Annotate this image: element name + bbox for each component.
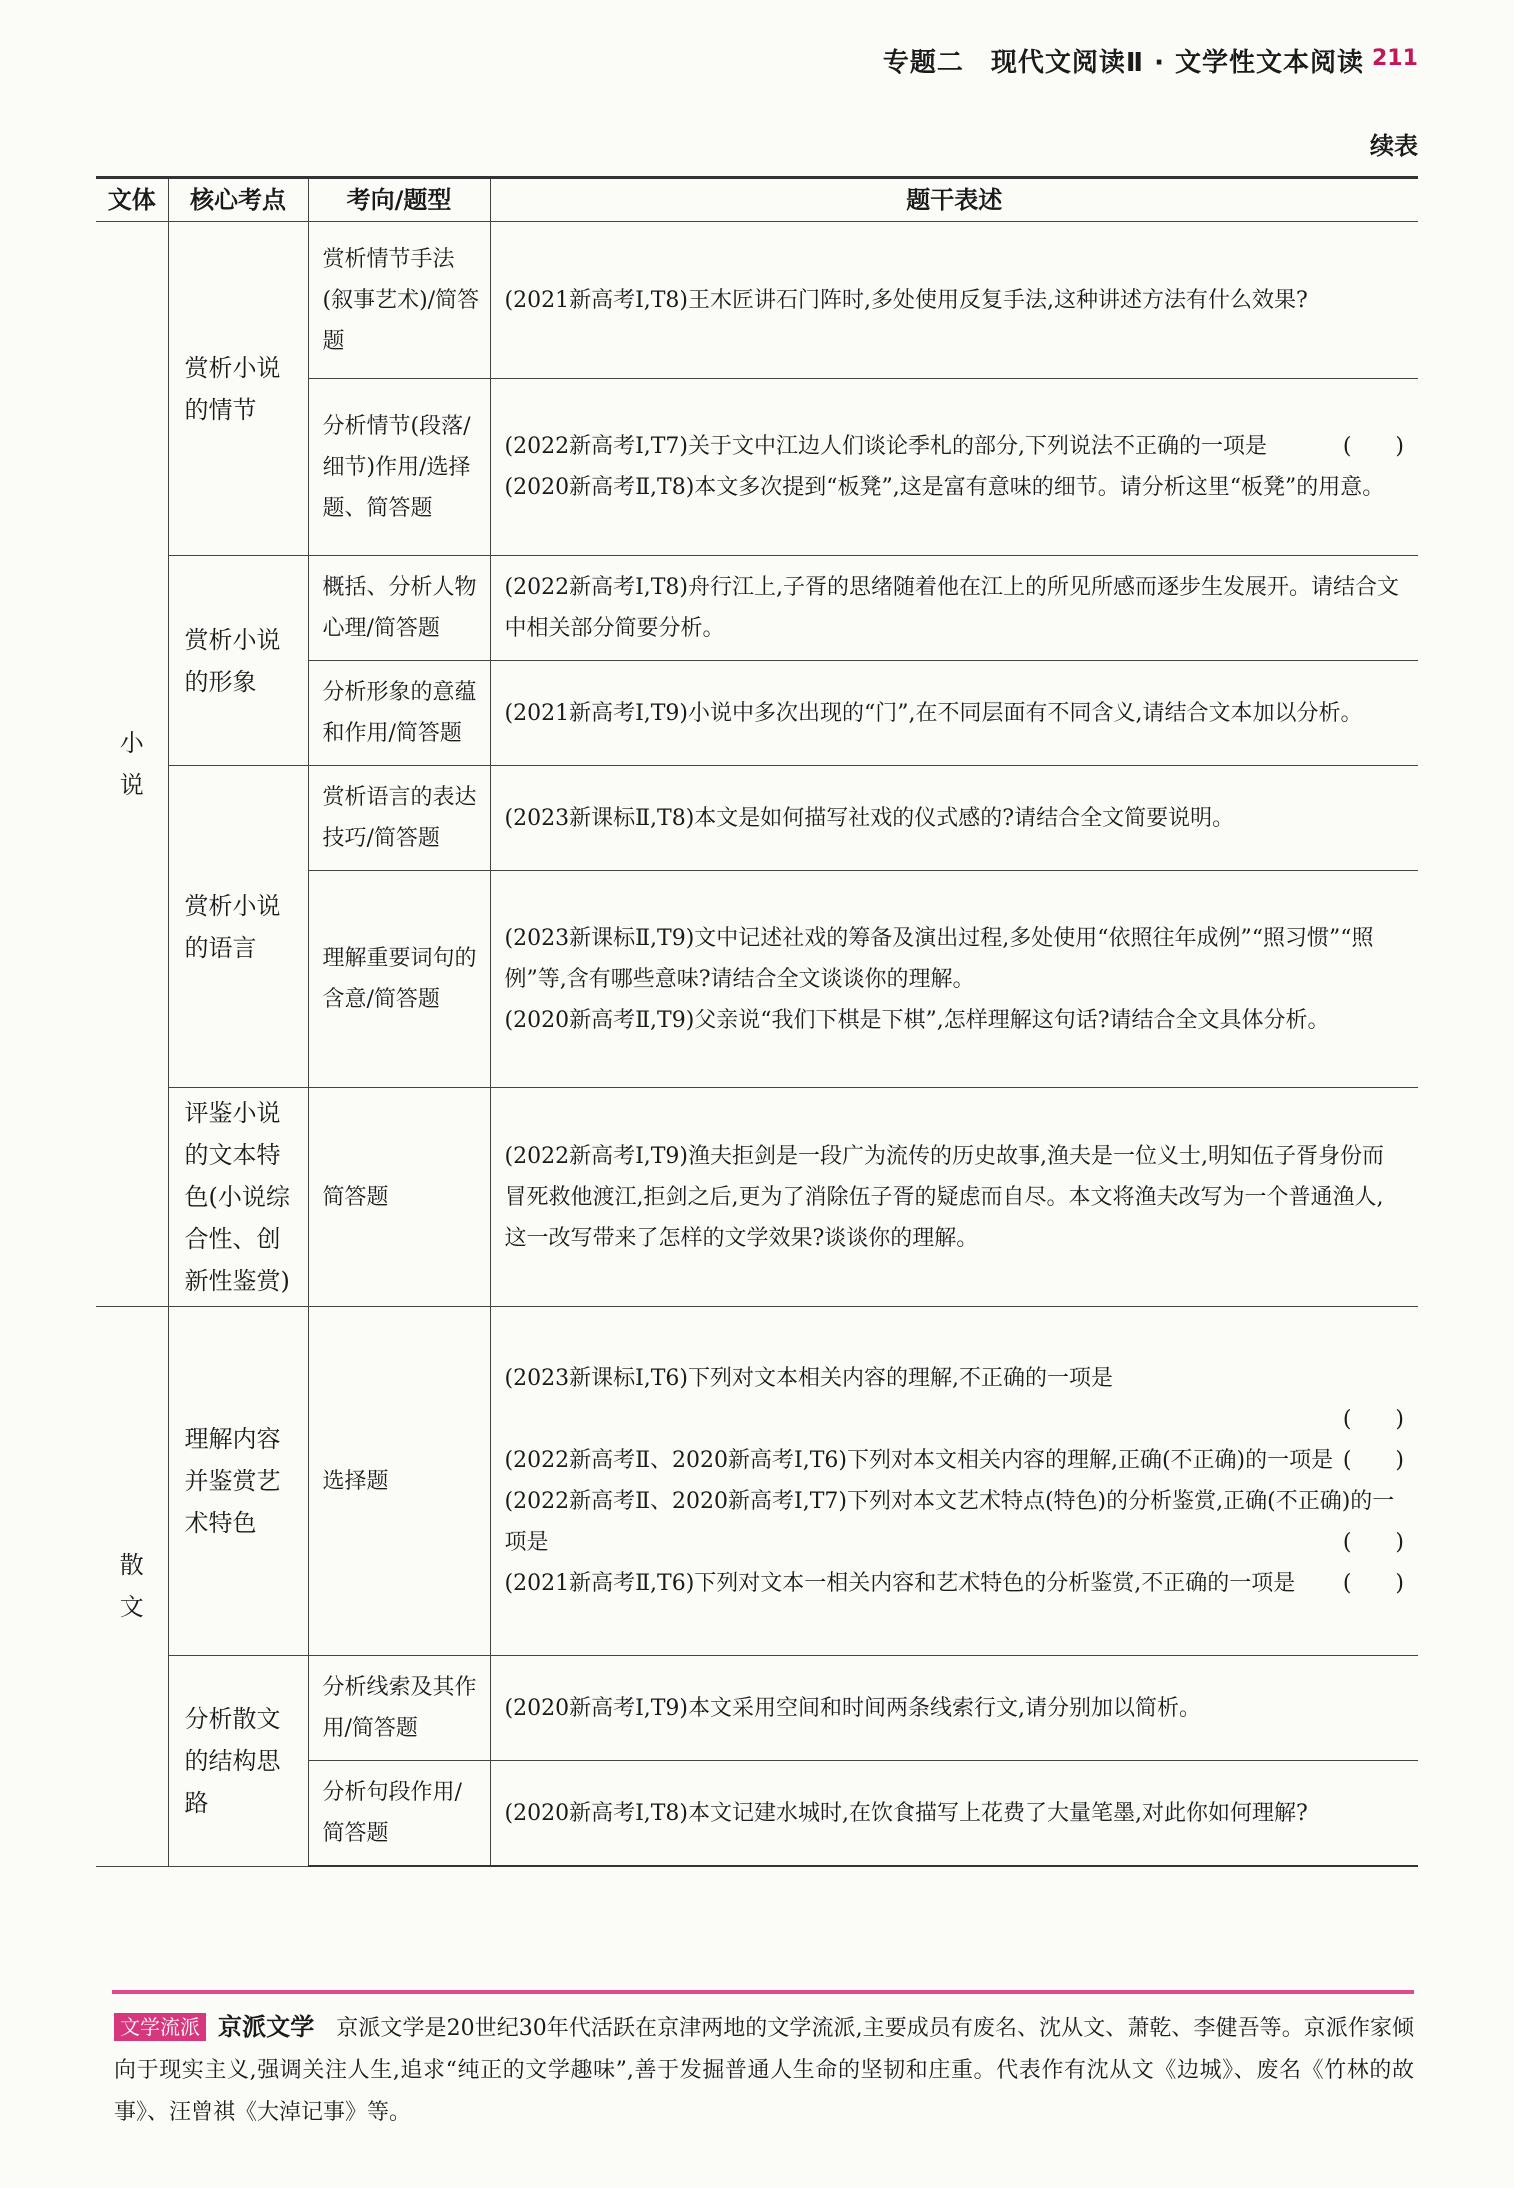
running-header <box>0 42 1514 82</box>
question-text: (2020新高考Ⅱ,T8)本文多次提到“板凳”,这是富有意味的细节。请分析这里“板凳”的用意。 <box>504 475 1385 500</box>
col-header-core: 核心考点 <box>168 178 308 222</box>
question-text: (2022新高考Ⅱ、2020新高考Ⅰ,T7)下列对本文艺术特点(特色)的分析鉴赏,正确(不正确)的一项是 ( ) <box>505 1481 1405 1563</box>
literary-school-tag: 文学流派 <box>114 2013 206 2041</box>
question-text: (2023新课标Ⅰ,T6)下列对文本相关内容的理解,不正确的一项是 <box>504 1366 1114 1391</box>
question-cell <box>490 1656 1418 1761</box>
question-cell <box>490 1088 1418 1307</box>
answer-blank: ( ) <box>1342 1571 1404 1596</box>
question-text: (2020新高考Ⅰ,T9)本文采用空间和时间两条线索行文,请分别加以简析。 <box>504 1695 1202 1721</box>
footer-divider <box>112 1990 1414 1994</box>
question-text: (2021新高考Ⅰ,T8)王木匠讲石门阵时,多处使用反复手法,这种讲述方法有什么效果? <box>504 287 1308 313</box>
question-cell <box>490 871 1418 1088</box>
table-row <box>96 1307 1418 1656</box>
table-row <box>96 1656 1418 1761</box>
literary-school-text: 京派文学是20世纪30年代活跃在京津两地的文学流派,主要成员有废名、沈从文、萧乾、李健吾等。京派作家倾向于现实主义,强调关注人生,追求“纯正的文学趣味”,善于发掘普通人生命的坚韧和庄重。代表作有沈从文《边城》、废名《竹林的故事》、汪曾祺《大淖记事》等。 <box>114 2016 1414 2125</box>
type-cell: 简答题 <box>308 1088 490 1307</box>
type-cell: 分析形象的意蕴和作用/简答题 <box>308 661 490 766</box>
question-text: (2023新课标Ⅱ,T9)文中记述社戏的筹备及演出过程,多处使用“依照往年成例”“照习惯”“照例”等,含有哪些意味?请结合全文谈谈你的理解。 <box>504 925 1374 992</box>
question-text: (2020新高考Ⅰ,T8)本文记建水城时,在饮食描写上花费了大量笔墨,对此你如何理解? <box>504 1800 1308 1826</box>
table-row <box>96 556 1418 661</box>
type-cell: 赏析情节手法(叙事艺术)/简答题 <box>308 222 490 379</box>
type-cell: 分析句段作用/简答题 <box>308 1761 490 1867</box>
table-row <box>96 1088 1418 1307</box>
core-cell: 赏析小说的情节 <box>168 222 308 556</box>
type-cell: 分析线索及其作用/简答题 <box>308 1656 490 1761</box>
genre-cell-novel: 小 说 <box>96 222 168 1307</box>
core-cell: 赏析小说的语言 <box>168 766 308 1088</box>
type-cell: 理解重要词句的含意/简答题 <box>308 871 490 1088</box>
exam-points-table <box>96 176 1418 1867</box>
question-text: (2022新高考Ⅰ,T8)舟行江上,子胥的思绪随着他在江上的所见所感而逐步生发展开。请结合文中相关部分简要分析。 <box>504 575 1400 641</box>
question-text: (2022新高考Ⅱ、2020新高考Ⅰ,T6)下列对本文相关内容的理解,正确(不正确)的一项是 ( ) <box>505 1440 1405 1481</box>
answer-blank: ( ) <box>1342 1407 1404 1432</box>
table-header-row <box>96 178 1418 222</box>
question-text: (2022新高考Ⅰ,T7)关于文中江边人们谈论季札的部分,下列说法不正确的一项是 ( ) <box>505 426 1405 467</box>
answer-blank: ( ) <box>1342 434 1404 459</box>
core-cell: 赏析小说的形象 <box>168 556 308 766</box>
core-cell: 评鉴小说的文本特色(小说综合性、创新性鉴赏) <box>168 1088 308 1307</box>
col-header-genre: 文体 <box>96 178 168 222</box>
question-text: (2022新高考Ⅰ,T9)渔夫拒剑是一段广为流传的历史故事,渔夫是一位义士,明知伍子胥身份而冒死救他渡江,拒剑之后,更为了消除伍子胥的疑虑而自尽。本文将渔夫改写为一个普通渔人,这一改写带来了怎样的文学效果?谈谈你的理解。 <box>504 1143 1384 1251</box>
page-number: 211 <box>1372 46 1418 71</box>
core-cell: 理解内容并鉴赏艺术特色 <box>168 1307 308 1656</box>
type-cell: 概括、分析人物心理/简答题 <box>308 556 490 661</box>
type-cell: 分析情节(段落/细节)作用/选择题、简答题 <box>308 379 490 556</box>
genre-cell-prose: 散 文 <box>96 1307 168 1867</box>
question-text: (2021新高考Ⅰ,T9)小说中多次出现的“门”,在不同层面有不同含义,请结合文本加以分析。 <box>504 700 1363 726</box>
question-cell <box>490 379 1418 556</box>
table-row <box>96 766 1418 871</box>
type-cell: 赏析语言的表达技巧/简答题 <box>308 766 490 871</box>
question-text: (2021新高考Ⅱ,T6)下列对文本一相关内容和艺术特色的分析鉴赏,不正确的一项是 ( ) <box>505 1563 1405 1604</box>
col-header-type: 考向/题型 <box>308 178 490 222</box>
literary-school-title: 京派文学 <box>218 2013 315 2041</box>
answer-blank: ( ) <box>1342 1448 1404 1473</box>
question-text: (2020新高考Ⅱ,T9)父亲说“我们下棋是下棋”,怎样理解这句话?请结合全文具体分析。 <box>504 1007 1330 1033</box>
col-header-question: 题干表述 <box>490 178 1418 222</box>
literary-school-note <box>114 2006 1414 2134</box>
type-cell: 选择题 <box>308 1307 490 1656</box>
question-cell <box>490 661 1418 766</box>
question-cell <box>490 766 1418 871</box>
question-cell <box>490 222 1418 379</box>
continued-label: 续表 <box>1370 132 1418 160</box>
answer-blank: ( ) <box>1342 1530 1404 1555</box>
core-cell: 分析散文的结构思路 <box>168 1656 308 1867</box>
question-cell <box>490 1761 1418 1867</box>
question-cell <box>490 1307 1418 1656</box>
chapter-title: 专题二 现代文阅读Ⅱ · 文学性文本阅读 <box>882 48 1364 78</box>
question-cell <box>490 556 1418 661</box>
question-text: (2023新课标Ⅱ,T8)本文是如何描写社戏的仪式感的?请结合全文简要说明。 <box>504 805 1235 831</box>
blank-line <box>505 1399 1405 1440</box>
table-row <box>96 222 1418 379</box>
